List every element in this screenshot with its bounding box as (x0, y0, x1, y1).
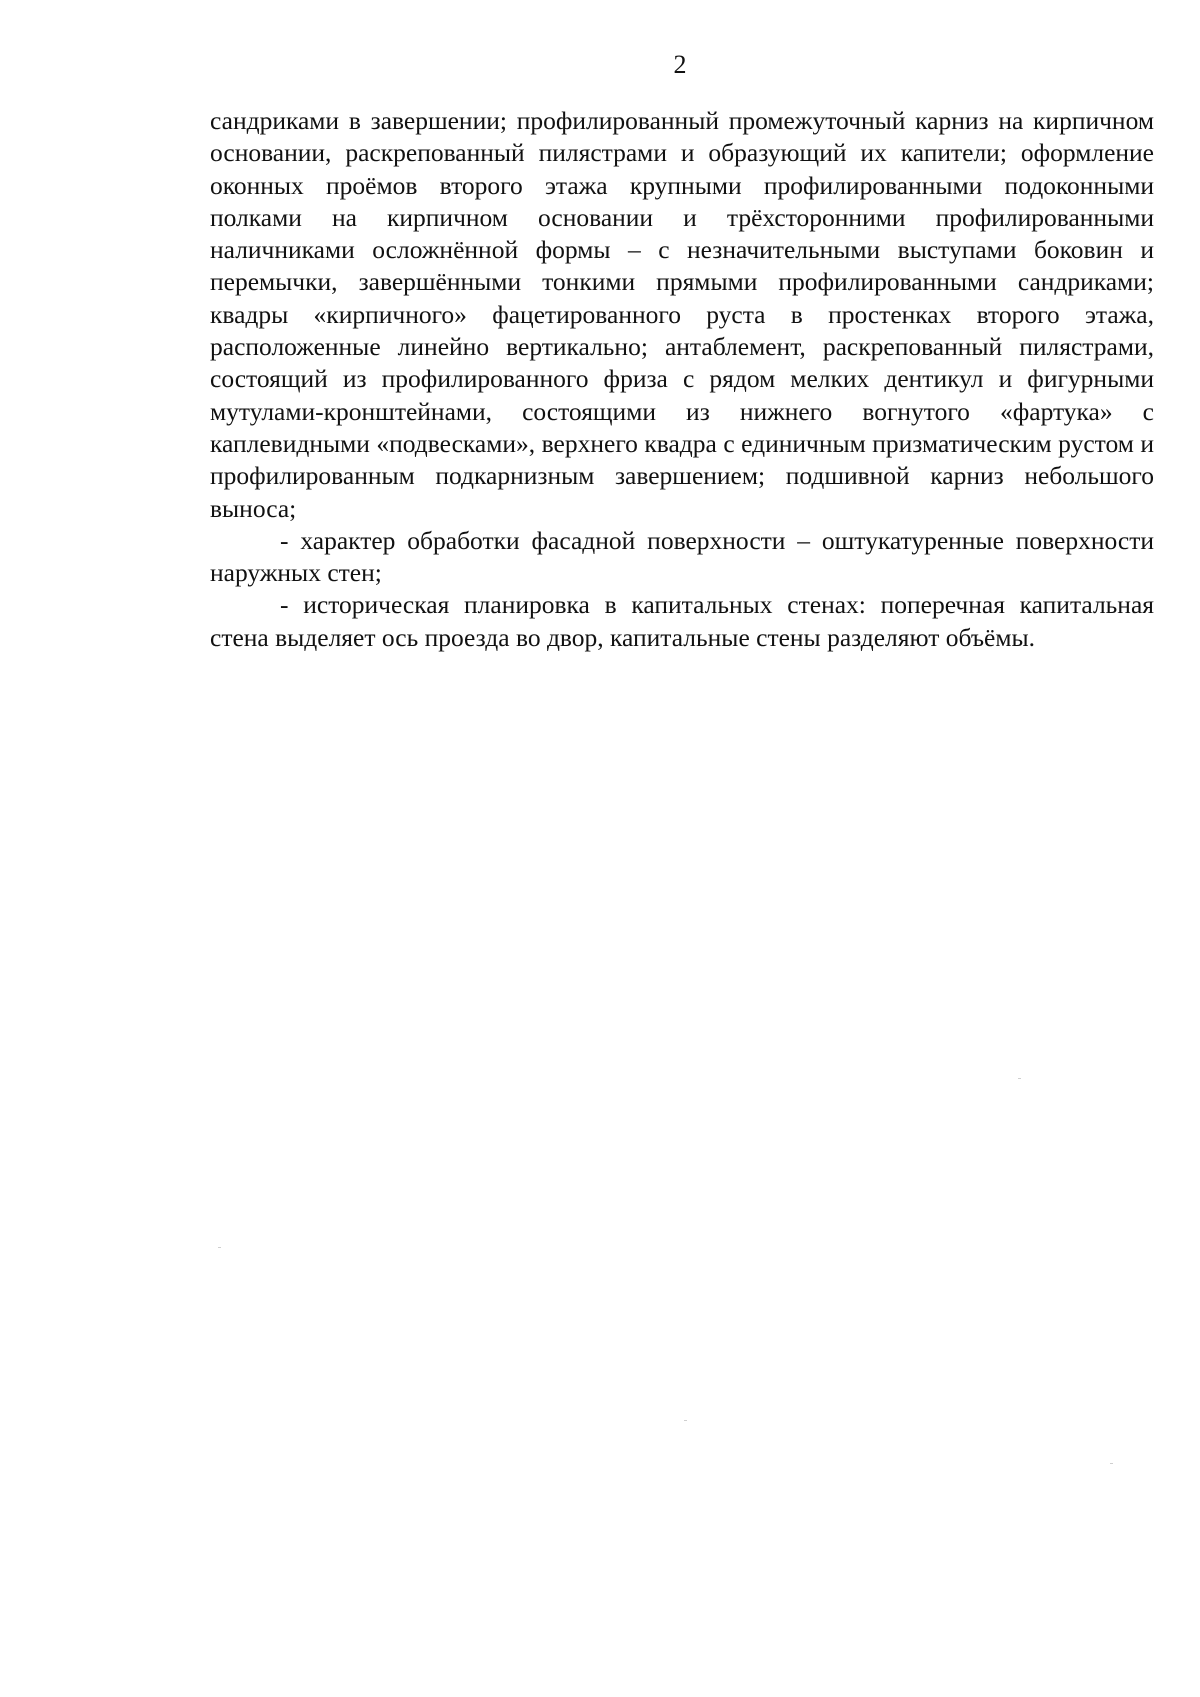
document-body (210, 105, 1154, 654)
scan-speck (684, 1420, 687, 1421)
paragraph-historic-layout: - историческая планировка в капитальных стенах: поперечная капитальная стена выделяет ось проезда во двор, капитальные стены разделяют объёмы. (210, 590, 1154, 652)
scan-speck (1018, 1078, 1021, 1079)
paragraph-facade-finish: - характер обработки фасадной поверхности – оштукатуренные поверхности наружных стен; (210, 525, 1154, 588)
paragraph-continuation: сандриками в завершении; профилированный промежуточный карниз на кирпичном основании, раскрепованный пилястрами и образующий их капители; оформление оконных проёмов второго этажа крупными профилированными подоконными полками на кирпичном основании и трёхсторонними профилированными наличниками осложнённой формы – с незначительными выступами боковин и перемычки, завершёнными тонкими прямыми профилированными сандриками; квадры «кирпичного» фацетированного руста в простенках второго этажа, расположенные линейно вертикально; антаблемент, раскрепованный пилястрами, состоящий из профилированного фриза с рядом мелких дентикул и фигурными мутулами-кронштейнами, состоящими из нижнего вогнутого «фартука» с каплевидными «подвесками», верхнего квадра с единичным призматическим рустом и профилированным подкарнизным завершением; подшивной карниз небольшого выноса; (210, 106, 1154, 523)
scan-speck (1110, 1463, 1113, 1464)
scan-speck (218, 1247, 221, 1248)
page-number: 2 (673, 50, 687, 79)
